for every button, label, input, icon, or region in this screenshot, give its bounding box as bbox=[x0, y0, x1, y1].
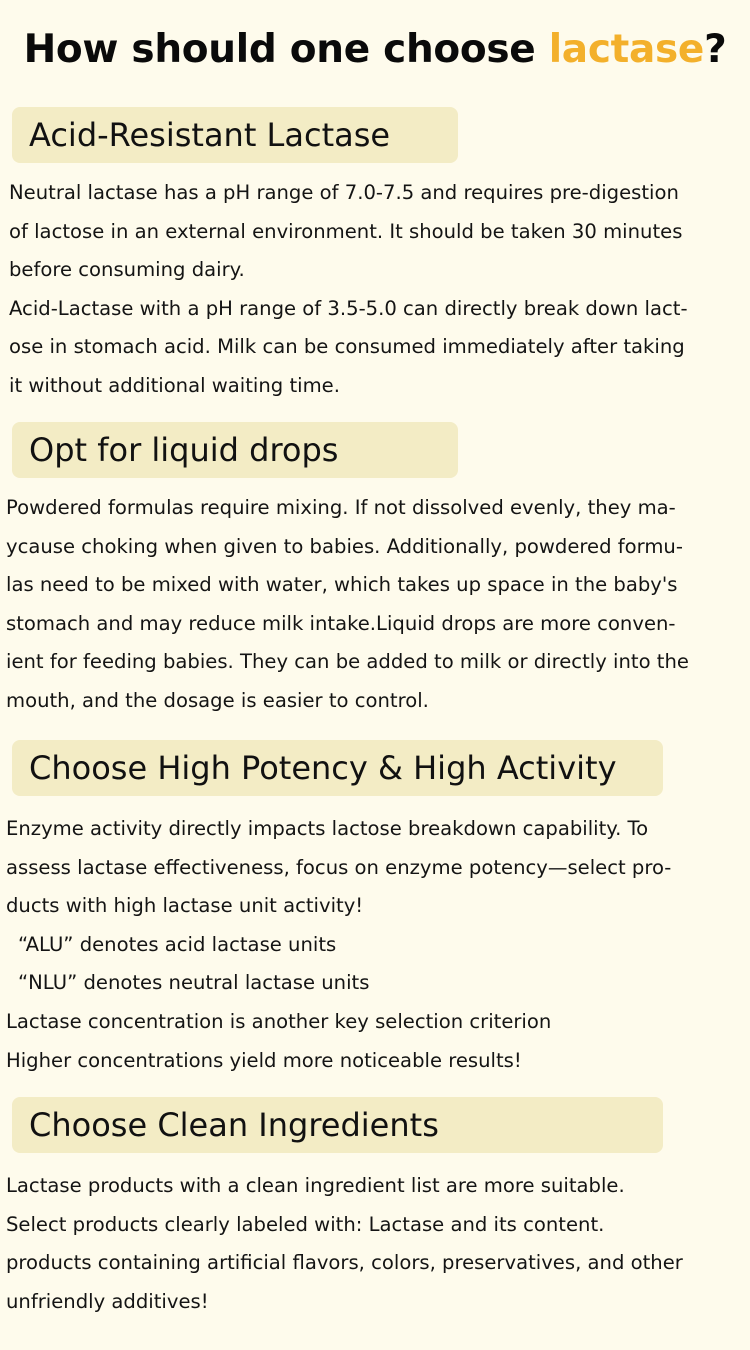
unit-alu-line: “ALU” denotes acid lactase units bbox=[18, 932, 337, 956]
section-heading-clean-ingredients: Choose Clean Ingredients bbox=[12, 1097, 663, 1153]
section-body-clean-ingredients bbox=[6, 1167, 748, 1321]
body-line: Powdered formulas require mixing. If not dissolved evenly, they ma- bbox=[6, 496, 676, 519]
title-suffix: ? bbox=[704, 27, 727, 72]
body-line: of lactose in an external environment. It should be taken 30 minutes bbox=[9, 219, 683, 243]
body-line: unfriendly additives! bbox=[6, 1289, 209, 1313]
page-title bbox=[0, 24, 750, 76]
body-line: ycause choking when given to babies. Additionally, powdered formu- bbox=[6, 534, 683, 558]
body-line: mouth, and the dosage is easier to control. bbox=[6, 688, 429, 712]
body-line: Enzyme activity directly impacts lactose breakdown capability. To bbox=[6, 817, 649, 840]
section-body-high-potency bbox=[6, 810, 748, 1080]
body-line: ducts with high lactase unit activity! bbox=[6, 894, 364, 918]
section-heading-high-potency: Choose High Potency & High Activity bbox=[12, 740, 663, 796]
title-accent-word: lactase bbox=[548, 27, 705, 72]
section-body-acid-resistant bbox=[9, 174, 750, 406]
body-line: Select products clearly labeled with: Lactase and its content. bbox=[6, 1212, 605, 1236]
section-heading-acid-resistant: Acid-Resistant Lactase bbox=[12, 107, 458, 163]
body-line: assess lactase effectiveness, focus on enzyme potency—select pro- bbox=[6, 855, 672, 879]
section-heading-liquid-drops: Opt for liquid drops bbox=[12, 422, 458, 478]
body-line: Acid-Lactase with a pH range of 3.5-5.0 can directly break down lact- bbox=[9, 296, 688, 320]
body-line: it without additional waiting time. bbox=[9, 373, 340, 397]
body-line: las need to be mixed with water, which takes up space in the baby's bbox=[6, 573, 678, 597]
unit-nlu-line: “NLU” denotes neutral lactase units bbox=[18, 971, 370, 995]
body-line: ose in stomach acid. Milk can be consumed immediately after taking bbox=[9, 335, 685, 359]
body-line: Neutral lactase has a pH range of 7.0-7.5 and requires pre-digestion bbox=[9, 181, 679, 204]
body-line: stomach and may reduce milk intake.Liquid drops are more conven- bbox=[6, 611, 676, 635]
body-line: products containing artificial flavors, colors, preservatives, and other bbox=[6, 1251, 683, 1275]
body-line: before consuming dairy. bbox=[9, 258, 245, 282]
body-line: ient for feeding babies. They can be added to milk or directly into the bbox=[6, 650, 689, 674]
body-line: Lactase concentration is another key selection criterion bbox=[6, 1009, 552, 1033]
section-body-liquid-drops bbox=[6, 489, 748, 721]
title-prefix: How should one choose bbox=[23, 27, 549, 72]
body-line: Higher concentrations yield more noticeable results! bbox=[6, 1048, 522, 1072]
body-line: Lactase products with a clean ingredient list are more suitable. bbox=[6, 1174, 625, 1197]
